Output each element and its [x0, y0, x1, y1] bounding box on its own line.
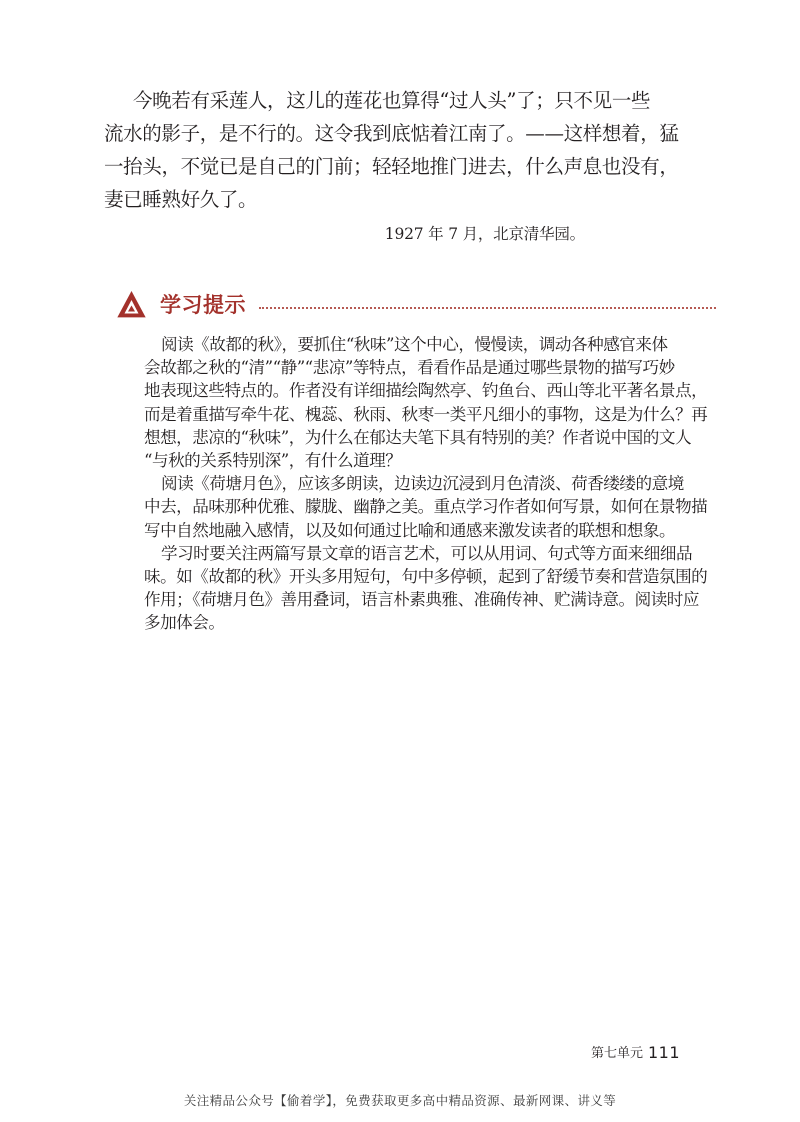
tips-line: “与秋的关系特别深”，有什么道理？	[144, 451, 402, 471]
tips-line: 学习时要关注两篇写景文章的语言艺术，可以从用词、句式等方面来细细品	[161, 543, 693, 563]
tips-line: 写中自然地融入感情，以及如何通过比喻和通感来激发读者的联想和想象。	[144, 520, 676, 540]
essay-line: 一抬头，不觉已是自己的门前；轻轻地推门进去，什么声息也没有，	[104, 155, 679, 178]
promo-footer: 关注精品公众号【偷着学】，免费获取更多高中精品资源、最新网课、讲义等	[183, 1093, 617, 1108]
study-tips-header	[116, 290, 716, 324]
essay-ending	[104, 84, 679, 216]
essay-line: 今晚若有采莲人，这儿的莲花也算得“过人头”了；只不见一些	[133, 89, 651, 112]
study-tips-title: 学习提示	[160, 293, 246, 317]
dotted-divider	[259, 307, 716, 309]
tips-line: 而是着重描写牵牛花、槐蕊、秋雨、秋枣一类平凡细小的事物，这是为什么？再	[144, 404, 708, 424]
tips-line: 味。如《故都的秋》开头多用短句，句中多停顿，起到了舒缓节奏和营造氛围的	[144, 567, 708, 587]
tips-line: 中去，品味那种优雅、朦胧、幽静之美。重点学习作者如何写景，如何在景物描	[144, 497, 708, 517]
tips-line: 多加体会。	[144, 613, 225, 633]
essay-date: 1927 年 7 月，北京清华园。	[384, 225, 585, 243]
essay-line: 妻已睡熟好久了。	[104, 188, 258, 211]
tips-line: 阅读《故都的秋》，要抓住“秋味”这个中心，慢慢读，调动各种感官来体	[161, 335, 668, 354]
tips-line: 作用；《荷塘月色》善用叠词，语言朴素典雅、准确传神、贮满诗意。阅读时应	[144, 590, 699, 610]
triangle-logo-icon	[116, 290, 147, 321]
page-number: 111	[648, 1043, 681, 1062]
essay-line: 流水的影子，是不行的。这令我到底惦着江南了。——这样想着，猛	[104, 122, 679, 145]
study-tips-body	[144, 333, 708, 635]
tips-line: 地表现这些特点的。作者没有详细描绘陶然亭、钓鱼台、西山等北平著名景点，	[144, 381, 708, 401]
tips-line: 会故都之秋的“清”“静”“悲凉”等特点，看看作品是通过哪些景物的描写巧妙	[144, 358, 675, 378]
tips-line: 阅读《荷塘月色》，应该多朗读，边读边沉浸到月色清淡、荷香缕缕的意境	[161, 474, 684, 494]
tips-line: 想想，悲凉的“秋味”，为什么在郁达夫笔下具有特别的美？作者说中国的文人	[144, 427, 692, 447]
unit-label: 第七单元	[590, 1046, 643, 1061]
